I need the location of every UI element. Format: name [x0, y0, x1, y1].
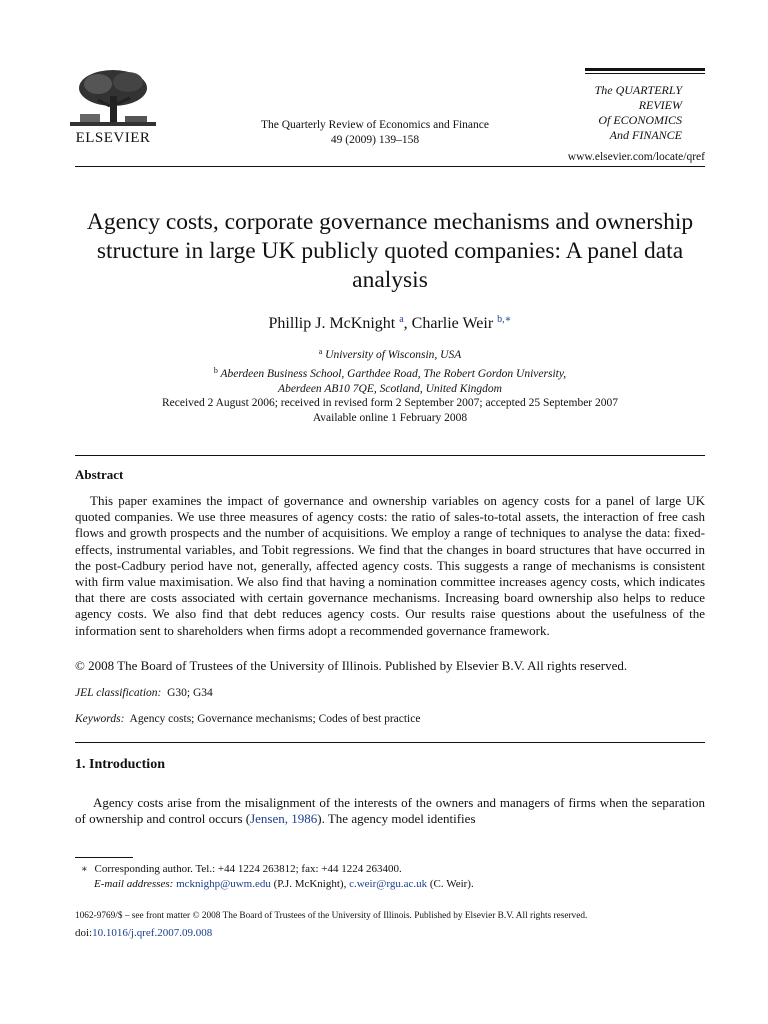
journal-url-link[interactable]: www.elsevier.com/locate/qref	[567, 151, 705, 163]
article-dates	[75, 396, 705, 426]
doi-link[interactable]: 10.1016/j.qref.2007.09.008	[92, 927, 213, 939]
keywords	[75, 713, 420, 725]
intro-text: ). The agency model identifies	[317, 811, 476, 826]
abstract-body	[75, 493, 705, 639]
author-affiliation-mark[interactable]: b,∗	[497, 314, 512, 325]
abstract-copyright: © 2008 The Board of Trustees of the University of Illinois. Published by Elsevier B.V. All rights reserved.	[75, 658, 628, 673]
footnote	[75, 862, 705, 892]
masthead-rules	[585, 68, 705, 74]
email-link[interactable]: mcknighp@uwm.edu	[176, 878, 271, 890]
available-date: Available online 1 February 2008	[312, 412, 468, 424]
citation-link[interactable]: Jensen, 1986	[250, 811, 318, 826]
author-name: Charlie Weir	[411, 315, 494, 332]
affiliation-text: Aberdeen Business School, Garthdee Road, The Robert Gordon University,	[220, 368, 567, 380]
footnote-corresponding	[75, 862, 705, 877]
email-link[interactable]: c.weir@rgu.ac.uk	[349, 878, 428, 890]
author-affiliation-mark[interactable]: a	[399, 314, 404, 325]
journal-logo	[560, 83, 710, 143]
jel-label: JEL classification:	[75, 687, 162, 699]
header-divider	[75, 166, 705, 167]
footnote-mark: ∗	[81, 864, 88, 875]
introduction-paragraph	[75, 795, 705, 827]
abstract-heading: Abstract	[75, 467, 124, 482]
journal-reference	[210, 118, 540, 148]
affiliation-mark: a	[318, 347, 323, 356]
corresponding-author-text: Corresponding author. Tel.: +44 1224 263812; fax: +44 1224 263400.	[94, 863, 402, 875]
introduction-body	[75, 795, 705, 827]
keywords-label: Keywords:	[75, 713, 125, 725]
keywords-value: Agency costs; Governance mechanisms; Codes of best practice	[129, 713, 421, 725]
intro-text: Agency costs arise from the misalignment of the interests of the owners and managers of firms when the separation of ownership and control occurs (	[75, 795, 705, 826]
abstract-paragraph: This paper examines the impact of governance and ownership variables on agency costs for a panel of large UK quoted companies. We use three measures of agency costs: the ratio of sales-to-total assets, the interaction of free cash flows and growth prospects and the number of acquisitions. We employ a range of techniques to analyse the data: fixed-effects, instrumental variables, and Tobit regressions. We find that the changes in board structures that have occurred in the post-Cadbury period have not, generally, affected agency costs. This suggests a range of mechanisms is consistent with firm value maximisation. We also find that having a nomination committee increases agency costs, which indicates that there are costs associated with certain governance mechanisms. Increasing board ownership also helps to reduce agency costs. We also find that debt reduces agency costs. Our results raise questions about the usefulness of the information sent to shareholders when firms adopt a recommended governance framework.	[75, 493, 705, 638]
volume-info: 49 (2009) 139–158	[330, 134, 420, 146]
section-heading: 1. Introduction	[75, 757, 165, 772]
jel-value: G30; G34	[167, 687, 213, 699]
email-owner: (P.J. McKnight),	[273, 878, 347, 890]
jel-classification	[75, 687, 213, 699]
journal-logo-line: And FINANCE	[609, 128, 682, 142]
affiliations	[75, 344, 705, 397]
elsevier-tree-logo	[70, 66, 156, 128]
received-dates: Received 2 August 2006; received in revised form 2 September 2007; accepted 25 September 2007	[161, 397, 619, 409]
abstract-top-rule	[75, 455, 705, 456]
author-name: Phillip J. McKnight	[268, 315, 396, 332]
affiliation-text: University of Wisconsin, USA	[325, 349, 462, 361]
doi-label: doi:	[75, 927, 93, 939]
publisher-name: ELSEVIER	[75, 130, 151, 146]
affiliation-text: Aberdeen AB10 7QE, Scotland, United Kingdom	[278, 383, 502, 395]
affiliation-b	[75, 363, 705, 382]
abstract-bottom-rule	[75, 742, 705, 743]
tree-icon	[70, 66, 156, 128]
email-owner: (C. Weir).	[429, 878, 474, 890]
journal-logo-line: Of ECONOMICS	[598, 113, 682, 127]
affiliation-mark: b	[213, 366, 218, 375]
author-list	[75, 314, 705, 333]
affiliation-a	[75, 344, 705, 363]
doi	[75, 927, 212, 939]
journal-name: The Quarterly Review of Economics and Finance	[260, 119, 489, 131]
front-matter-notice: 1062-9769/$ – see front matter © 2008 The Board of Trustees of the University of Illinois. Published by Elsevier B.V. All rights reserved.	[75, 911, 588, 921]
footnote-rule	[75, 857, 133, 858]
footnote-emails	[75, 877, 705, 892]
email-label: E-mail addresses:	[94, 878, 174, 890]
article-title: Agency costs, corporate governance mechanisms and ownership structure in large UK publicly quoted companies: A panel data analysis	[86, 209, 694, 293]
author-separator: ,	[403, 315, 412, 332]
journal-logo-line: The QUARTERLY REVIEW	[594, 83, 682, 112]
